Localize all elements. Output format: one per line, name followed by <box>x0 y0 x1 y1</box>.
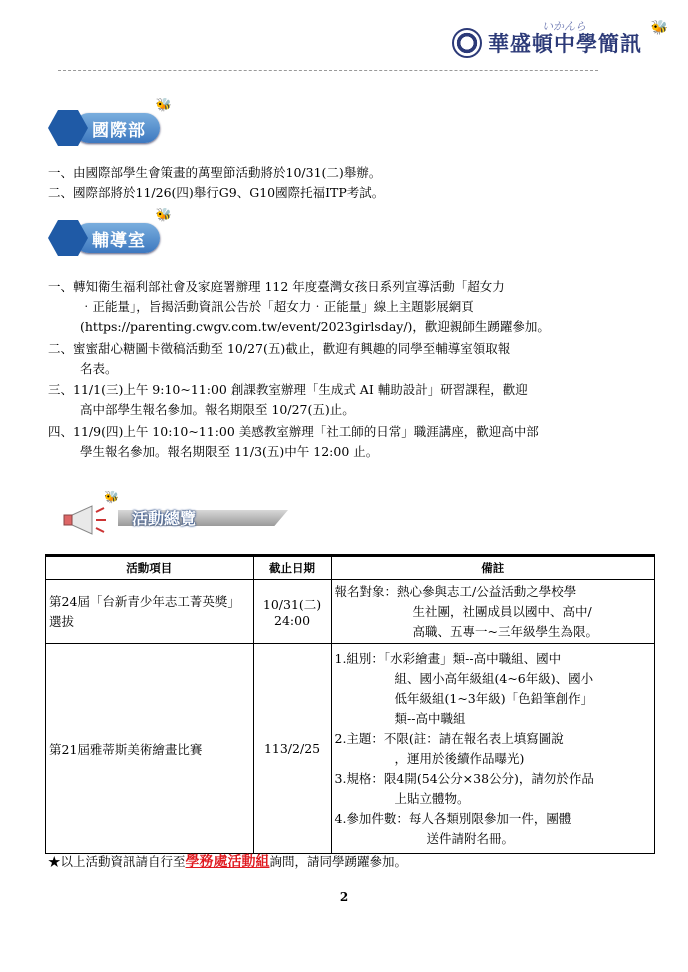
international-badge-label: 國際部 <box>74 113 160 143</box>
column-header: 截止日期 <box>253 556 331 580</box>
activities-office-highlight: 學務處活動組 <box>185 854 270 870</box>
masthead-script: いかんら <box>542 20 586 33</box>
footer-note <box>48 852 407 872</box>
counseling-line-7: 高中部學生報名參加。報名期限至 10/27(五)止。 <box>80 402 355 417</box>
note-line: ，運用於後續作品曝光) <box>394 750 525 766</box>
bee-icon: 🐝 <box>650 20 668 36</box>
column-header: 備註 <box>331 556 655 580</box>
note-line: 4.參加件數：每人各類別限參加一件，團體 <box>334 810 572 826</box>
newsletter-title: 華盛頓中學簡訊 <box>488 32 642 56</box>
footer-note-after: 詢問，請同學踴躍參加。 <box>269 854 408 869</box>
note-line: 3.規格：限4開(54公分×38公分)，請勿於作品 <box>334 770 594 786</box>
masthead <box>452 18 668 68</box>
activities-table <box>45 554 655 854</box>
page-number: 2 <box>339 890 349 904</box>
table-header-row <box>46 556 655 580</box>
bee-icon: 🐝 <box>104 490 119 504</box>
note-line: 送件請附名冊。 <box>426 830 515 846</box>
counseling-line-4: 二、蜜蜜甜心糖圖卡徵稿活動至 10/27(五)截止，歡迎有興趣的同學至輔導室領取報 <box>48 341 511 356</box>
header-divider <box>58 70 598 71</box>
note-line: 1.組別：「水彩繪畫」類--高中職組、國中 <box>334 650 562 666</box>
deadline-time: 24:00 <box>274 613 311 628</box>
megaphone-icon <box>60 502 110 538</box>
international-item-2: 二、國際部將於11/26(四)舉行G9、G10國際托福ITP考試。 <box>48 185 385 200</box>
note-line: 類--高中職組 <box>394 710 466 726</box>
counseling-badge-label: 輔導室 <box>74 223 160 253</box>
international-item-1: 一、由國際部學生會策畫的萬聖節活動將於10/31(二)舉辦。 <box>48 165 382 180</box>
note-line: 高職、五專一~三年級學生為限。 <box>412 623 598 639</box>
table-row <box>46 580 655 644</box>
bee-icon: 🐝 <box>155 98 172 113</box>
counseling-line-8: 四、11/9(四)上午 10:10~11:00 美感教室辦理「社工師的日常」職涯講座，歡迎高中部 <box>48 424 539 439</box>
international-badge <box>48 98 172 148</box>
activity-deadline: 113/2/25 <box>253 644 331 854</box>
counseling-badge <box>48 208 172 258</box>
counseling-line-1: 一、轉知衛生福利部社會及家庭署辦理 112 年度臺灣女孩日系列宣導活動「超女力 <box>48 279 505 294</box>
activity-name: 第21屆雅蒂斯美術繪畫比賽 <box>46 644 254 854</box>
counseling-line-9: 學生報名參加。報名期限至 11/3(五)中午 12:00 止。 <box>80 444 379 459</box>
note-line: 上貼立體物。 <box>394 790 470 806</box>
activities-banner <box>48 490 288 542</box>
deadline-date: 10/31(二) <box>262 597 322 612</box>
counseling-line-6: 三、11/1(三)上午 9:10~11:00 創課教室辦理「生成式 AI 輔助設計」研習課程，歡迎 <box>48 382 528 397</box>
activity-notes <box>331 580 655 644</box>
note-line: 報名對象：熱心參與志工/公益活動之學校學 <box>334 583 577 599</box>
counseling-line-3: (https://parenting.cwgv.com.tw/event/2023girlsday/)，歡迎親師生踴躍參加。 <box>80 319 550 334</box>
note-line: 低年級組(1~3年級)「色鉛筆創作」 <box>394 690 594 706</box>
column-header: 活動項目 <box>46 556 254 580</box>
table-row <box>46 644 655 854</box>
counseling-line-2: ‧正能量」，旨揭活動資訊公告於「超女力‧正能量」線上主題影展網頁 <box>80 299 474 314</box>
counseling-line-5: 名表。 <box>80 361 118 376</box>
bee-icon: 🐝 <box>155 208 172 223</box>
note-line: 組、國小高年級組(4~6年級)、國小 <box>394 670 594 686</box>
activity-notes <box>331 644 655 854</box>
activity-deadline <box>253 580 331 644</box>
school-seal-icon <box>452 28 482 58</box>
activities-banner-label: 活動總覽 <box>132 509 197 528</box>
note-line: 生社團，社團成員以國中、高中/ <box>412 603 592 619</box>
note-line: 2.主題：不限(註：請在報名表上填寫圖說 <box>334 730 564 746</box>
activity-name: 第24屆「台新青少年志工菁英獎」選拔 <box>46 580 254 644</box>
footer-note-before: ★以上活動資訊請自行至 <box>48 854 186 869</box>
